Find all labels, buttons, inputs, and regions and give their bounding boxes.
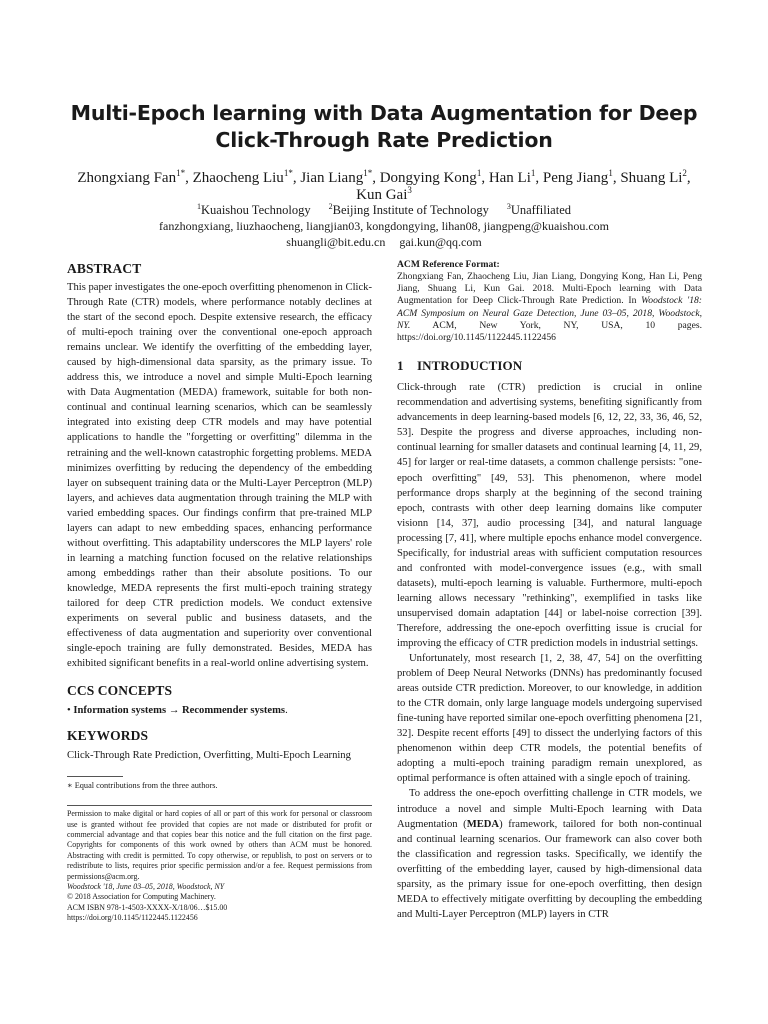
ccs-bullet: •	[67, 705, 71, 717]
author-name: Kun Gai$^3$	[356, 185, 412, 203]
abstract-heading: ABSTRACT	[67, 261, 142, 276]
author-affiliation-marker: 1	[530, 168, 536, 178]
acm-reference-authors: Zhongxiang Fan, Zhaocheng Liu, Jian Liang, Dongying Kong, Han Li, Peng Jiang, Shuang Li, Kun Gai. 2018. Multi-Epoch learning with Data Augmentation for Deep Click-Through Rate Prediction. In	[397, 271, 702, 307]
permission-text: Permission to make digital or hard copies of all or part of this work for personal or classroom use is granted without fee provided that copies are not made or distributed for profit or commercial advantage and that copies bear this notice and the full citation on the first page. Copyrights for components of this work owned by others than ACM must be honored. Abstracting with credit is permitted. To copy otherwise, or republish, to post on servers or to redistribute to lists, requires prior specific permission and/or a fee. Request permissions from permissions@acm.org.	[67, 809, 372, 881]
meda-acronym: MEDA	[466, 818, 500, 830]
isbn-line: ACM ISBN 978-1-4503-XXXX-X/18/06…$15.00	[67, 902, 228, 912]
ccs-arrow: →	[168, 705, 180, 717]
equal-contribution-footnote: ∗ Equal contributions from the three authors.	[67, 781, 218, 791]
permission-divider	[67, 805, 372, 806]
affiliation: $^2$Beijing Institute of Technology	[328, 201, 489, 217]
ccs-concepts	[67, 703, 372, 718]
introduction-heading	[397, 358, 702, 374]
intro-paragraph-3	[397, 786, 702, 921]
email-line-2	[60, 235, 708, 251]
acm-reference-venue: Woodstock '18: ACM Symposium on Neural Gaze Detection, June 03–05, 2018, Woodstock, NY.	[397, 295, 703, 331]
ccs-concept: Information systems	[73, 705, 167, 717]
author-affiliation-marker: 2	[682, 168, 687, 178]
author-affiliation-marker: 1*	[283, 168, 293, 178]
left-column	[67, 259, 372, 924]
section-title: INTRODUCTION	[417, 358, 523, 374]
intro-p3-end: ) framework, tailored for both non-continual and continual learning scenarios. Our framework can also cover both the classification and regression tasks. Specifically, we identify the overfitting of the embedding layer, caused by high-dimensional data sparsity, as the primary issue for one-epoch overfitting, then design MEDA to effectively mitigate overfitting by decoupling the embedding and Multi-Layer Perceptron (MLP) layers in CTR	[397, 818, 702, 920]
ccs-end: .	[285, 705, 288, 717]
email-line-1: fanzhongxiang, liuzhaocheng, liangjian03, kongdongying, lihan08, jiangpeng@kuaishou.com	[159, 219, 609, 233]
abstract-text: This paper investigates the one-epoch overfitting phenomenon in Click-Through Rate (CTR) models, where performance notably declines at the start of the second epoch. Despite extensive research, the efficacy of multi-epoch training over the conventional one-epoch approach remains unclear. We identify the overfitting of the embedding layer, caused by high-dimensional data sparsity, as the primary issue. To address this, we introduce a novel and simple Multi-Epoch learning with Data Augmentation (MEDA) framework, suitable for both non-continual and continual learning scenarios, which can be seamlessly integrated into existing deep CTR models and may have potential applications to handle the "forgetting or overfitting" dilemma in the retraining and the well-known catastrophic forgetting problems. MEDA minimizes overfitting by reducing the dependency of the embedding layer on subsequent training data or the Multi-Layer Perceptron (MLP) layers, and achieves data augmentation through training the MLP with varied embedding spaces. Our findings confirm that pre-trained MLP layers can adapt to new embedding spaces, enhancing performance without overfitting. This adaptability underscores the MLP layers' role in learning a matching function focused on the relative relationships among embeddings rather than their absolute positions. To our knowledge, MEDA represents the first multi-epoch training strategy tailored for deep CTR prediction models. We conduct extensive experiments on several public and business datasets, and the effectiveness of data augmentation and superiority over conventional single-epoch training are fully demonstrated. Besides, MEDA has exhibited significant benefits in a real-world online advertising system.	[67, 282, 372, 670]
author-name: Peng Jiang$^1$,	[542, 168, 617, 186]
email-qq: gai.kun@qq.com	[399, 234, 482, 249]
acm-reference-publisher: ACM, New York, NY, USA, 10 pages. https://doi.org/10.1145/1122445.1122456	[397, 319, 702, 344]
author-name: Jian Liang$^{1*}$,	[300, 168, 376, 186]
doi-line: https://doi.org/10.1145/1122445.1122456	[67, 913, 198, 923]
acm-reference-heading: ACM Reference Format:	[397, 259, 500, 270]
author-affiliation-marker: 1	[608, 168, 613, 178]
author-affiliation-marker: 3	[407, 185, 412, 195]
author-affiliation-marker: 1*	[176, 168, 186, 178]
email-bit: shuangli@bit.edu.cn	[286, 234, 386, 249]
author-name: Zhongxiang Fan$^{1*}$,	[77, 168, 189, 186]
intro-p3-start: To address the one-epoch overfitting challenge in CTR models, we introduce a novel and simple Multi-Epoch learning with Data Augmentation (	[397, 788, 702, 830]
affiliation: $^1$Kuaishou Technology	[197, 201, 311, 217]
keywords-text: Click-Through Rate Prediction, Overfitting, Multi-Epoch Learning	[67, 750, 351, 762]
paper-title: Multi-Epoch learning with Data Augmentation for Deep Click-Through Rate Prediction	[70, 101, 698, 152]
ccs-subconcept: Recommender systems	[181, 705, 286, 717]
copyright-line: © 2018 Association for Computing Machinery.	[67, 892, 216, 902]
email-block	[60, 219, 708, 250]
keywords-heading: KEYWORDS	[67, 728, 149, 744]
intro-paragraph-1: Click-through rate (CTR) prediction is crucial in online recommendation and advertising systems, benefiting significantly from advancements in deep learning-based models [6, 12, 22, 33, 36, 46, 52, 53]. Despite the progress and diverse approaches, including non-continual learning for smaller datasets and continual learning [4, 11, 29, 45] for larger or real-time datasets, a common challenge persists: "one-epoch overfitting" [49, 53]. This phenomenon, where model performance drops sharply at the beginning of the second training epoch, contrasts with other deep learning domains like computer visionn [14, 37], audio processing [34], and natural language processing [7, 41], where multiple epochs enhance model convergence. Specifically, for industrial areas with sufficient computation resources and confronted with model-convergence issues (e.g., with small datasets), multi-epoch learning is valuable. Furthermore, multi-epoch learning allows necessary "rethinking", exemplified in tasks like unsupervised domain adaptation [44] or label-noise correction [39]. Therefore, addressing the one-epoch overfitting issue is crucial for improving the efficacy of CTR prediction models in industrial settings.	[397, 382, 702, 650]
right-column	[397, 259, 702, 922]
acm-reference-text	[397, 271, 702, 344]
author-list	[70, 170, 698, 204]
author-name: Zhaocheng Liu$^{1*}$,	[192, 168, 297, 186]
ccs-heading: CCS CONCEPTS	[67, 683, 173, 699]
intro-paragraph-2: Unfortunately, most research [1, 2, 38, 47, 54] on the overfitting problem of Deep Neural Networks (DNNs) has predominantly focused areas outside CTR prediction. Moreover, to our knowledge, in addition to the CTR domain, only large language models undergoing supervised fine-tuning have reported similar one-epoch overfitting phenomena [21, 32]. Despite recent efforts [49] to dissect the underlying factors of this phenomenon within deep CTR models, the potential benefits of adopting a multi-epoch training paradigm remain unexplored, as optimal performance is often attained with a single epoch of training.	[397, 653, 702, 785]
section-number: 1	[397, 358, 404, 374]
author-name: Shuang Li$^2$,	[620, 168, 691, 186]
affiliation: $^3$Unaffiliated	[506, 201, 571, 217]
author-name: Han Li$^1$,	[488, 168, 540, 186]
author-affiliation-marker: 1*	[363, 168, 373, 178]
venue-line: Woodstock '18, June 03–05, 2018, Woodstock, NY	[67, 882, 225, 892]
permission-notice	[67, 809, 372, 923]
footnote-divider	[67, 776, 123, 777]
author-name: Dongying Kong$^1$,	[379, 168, 486, 186]
author-affiliation-marker: 1	[476, 168, 482, 178]
affiliations	[60, 203, 708, 218]
